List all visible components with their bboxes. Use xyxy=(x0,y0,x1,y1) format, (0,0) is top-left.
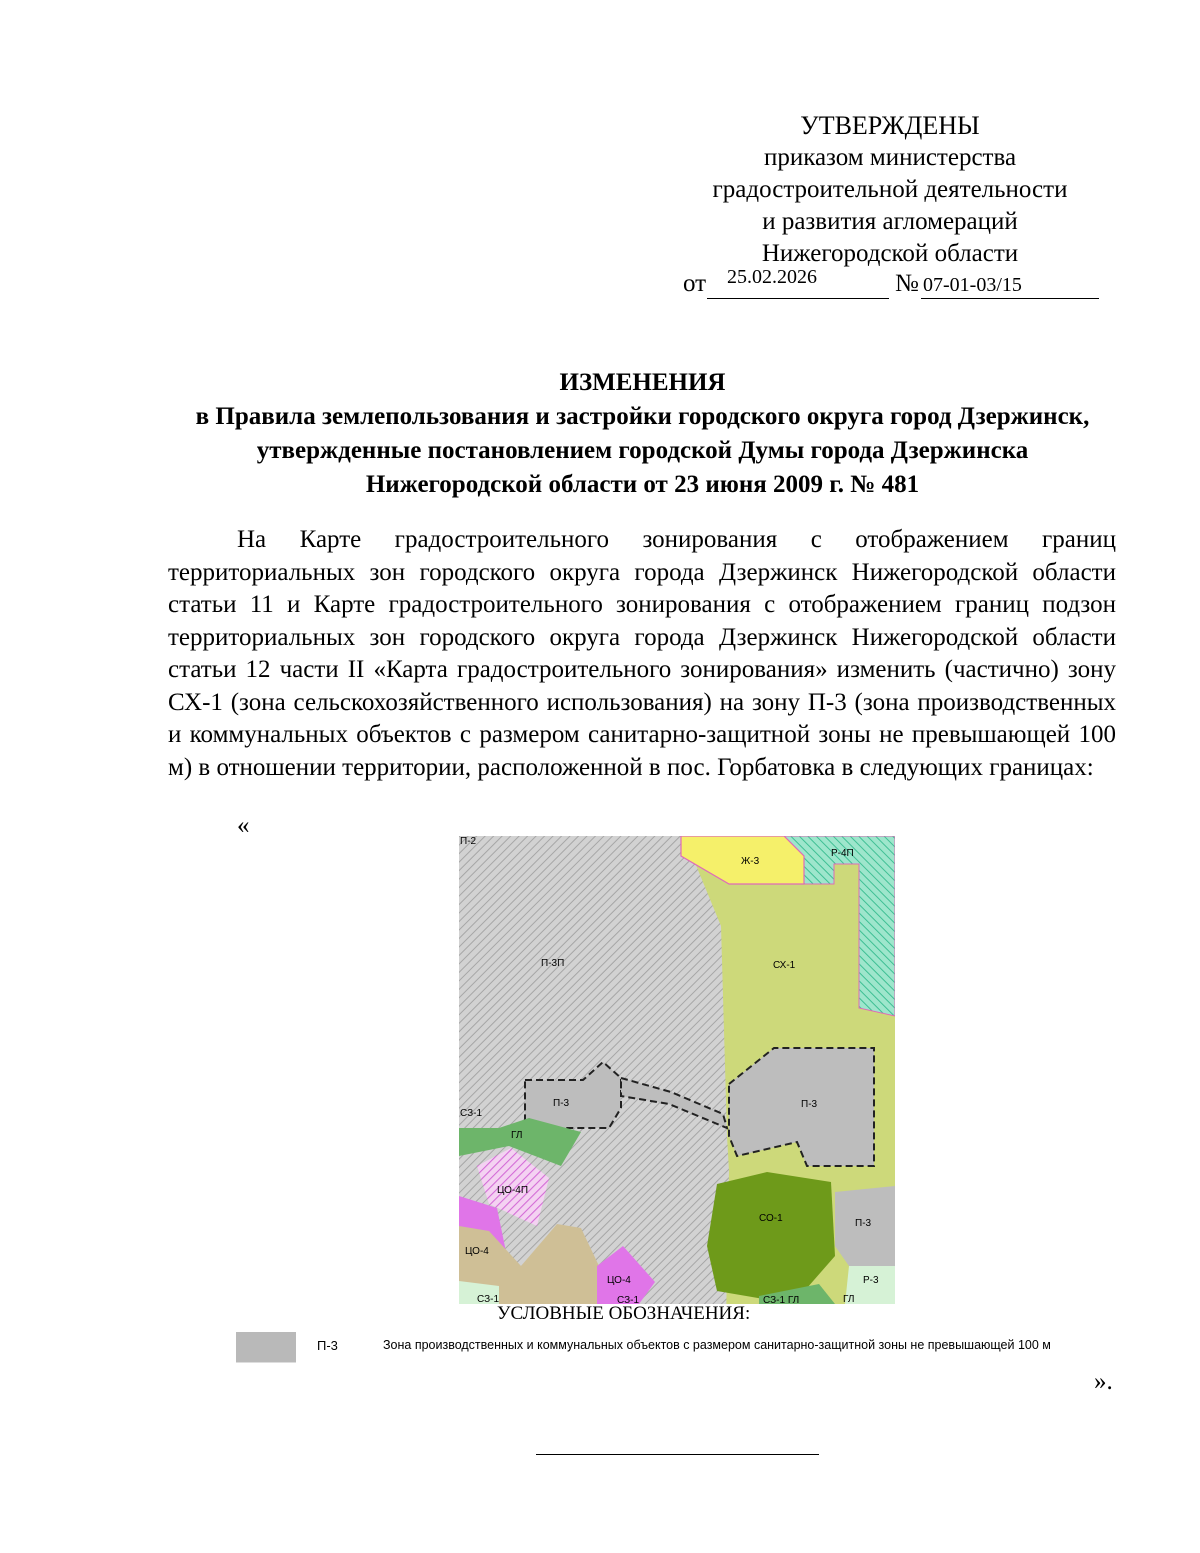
legend-code: П-3 xyxy=(317,1338,338,1353)
map-label-sh1: СХ-1 xyxy=(773,960,796,971)
approval-heading: УТВЕРЖДЕНЫ xyxy=(800,111,980,140)
map-label-tso4-left: ЦО-4 xyxy=(465,1246,489,1257)
map-label-sz1-top: СЗ-1 xyxy=(460,1108,483,1119)
approval-line-1: приказом министерства xyxy=(763,144,1017,171)
map-label-gl: ГЛ xyxy=(511,1130,523,1141)
open-quote: « xyxy=(237,812,250,839)
approval-block xyxy=(660,110,1120,270)
map-label-p3p: П-3П xyxy=(541,958,565,969)
map-label-tso4-mid: ЦО-4 xyxy=(607,1275,631,1286)
legend-title: УСЛОВНЫЕ ОБОЗНАЧЕНИЯ: xyxy=(497,1303,751,1324)
from-label: от xyxy=(683,270,707,297)
zoning-map xyxy=(459,836,895,1304)
legend-description: Зона производственных и коммунальных объектов с размером санитарно-защитной зоны не превышающей 100 м xyxy=(383,1338,1051,1352)
map-label-so1: СО-1 xyxy=(759,1213,783,1224)
approval-line-3: и развития агломераций xyxy=(762,208,1018,235)
legend-swatch-p3 xyxy=(236,1332,296,1363)
body-paragraph: На Карте градостроительного зонирования с отображением границ территориальных зон городского округа города Дзержинск Нижегородской области статьи 11 и Карте градостроительного зонирования с отображением границ подзон территориальных зон городского округа города Дзержинск Нижегородской области статьи 12 части II «Карта градостроительного зонирования» изменить (частично) зону СХ-1 (зона сельскохозяйственного использования) на зону П-3 (зона производственных и коммунальных объектов с размером санитарно-защитной зоны не превышающей 100 м) в отношении территории, расположенной в пос. Горбатовка в следующих границах: xyxy=(168,526,1116,781)
map-label-p3-low: П-3 xyxy=(855,1218,872,1229)
map-label-r4p: Р-4П xyxy=(831,848,854,859)
order-number: 07-01-03/15 xyxy=(923,274,1022,296)
map-label-r3: Р-3 xyxy=(863,1275,879,1286)
number-sign: № xyxy=(895,270,919,297)
approval-line-2: градостроительной деятельности xyxy=(712,176,1068,203)
order-date-number xyxy=(683,268,1113,302)
map-label-sz1-bm: СЗ-1 xyxy=(617,1295,640,1304)
title-heading: ИЗМЕНЕНИЯ xyxy=(559,369,726,396)
map-label-sz1gl: СЗ-1 ГЛ xyxy=(763,1295,800,1304)
document-title xyxy=(170,366,1115,502)
approval-line-4: Нижегородской области xyxy=(761,240,1019,267)
map-label-gl-br: ГЛ xyxy=(843,1294,855,1304)
map-label-p2: П-2 xyxy=(460,836,477,847)
close-quote: ». xyxy=(1094,1368,1113,1395)
map-label-zh3: Ж-3 xyxy=(741,856,760,867)
map-label-tso4p: ЦО-4П xyxy=(497,1185,529,1196)
map-label-p3-right: П-3 xyxy=(801,1099,818,1110)
number-field xyxy=(921,268,1099,299)
end-separator xyxy=(536,1454,819,1455)
order-date: 25.02.2026 xyxy=(727,266,817,288)
map-label-p3-left: П-3 xyxy=(553,1098,570,1109)
date-field xyxy=(707,268,889,299)
map-label-sz1-bl: СЗ-1 xyxy=(477,1294,500,1304)
title-subtitle: в Правила землепользования и застройки городского округа город Дзержинск, утвержденные постановлением городской Думы города Дзержинска Нижегородской области от 23 июня 2009 г. № 481 xyxy=(195,403,1090,498)
